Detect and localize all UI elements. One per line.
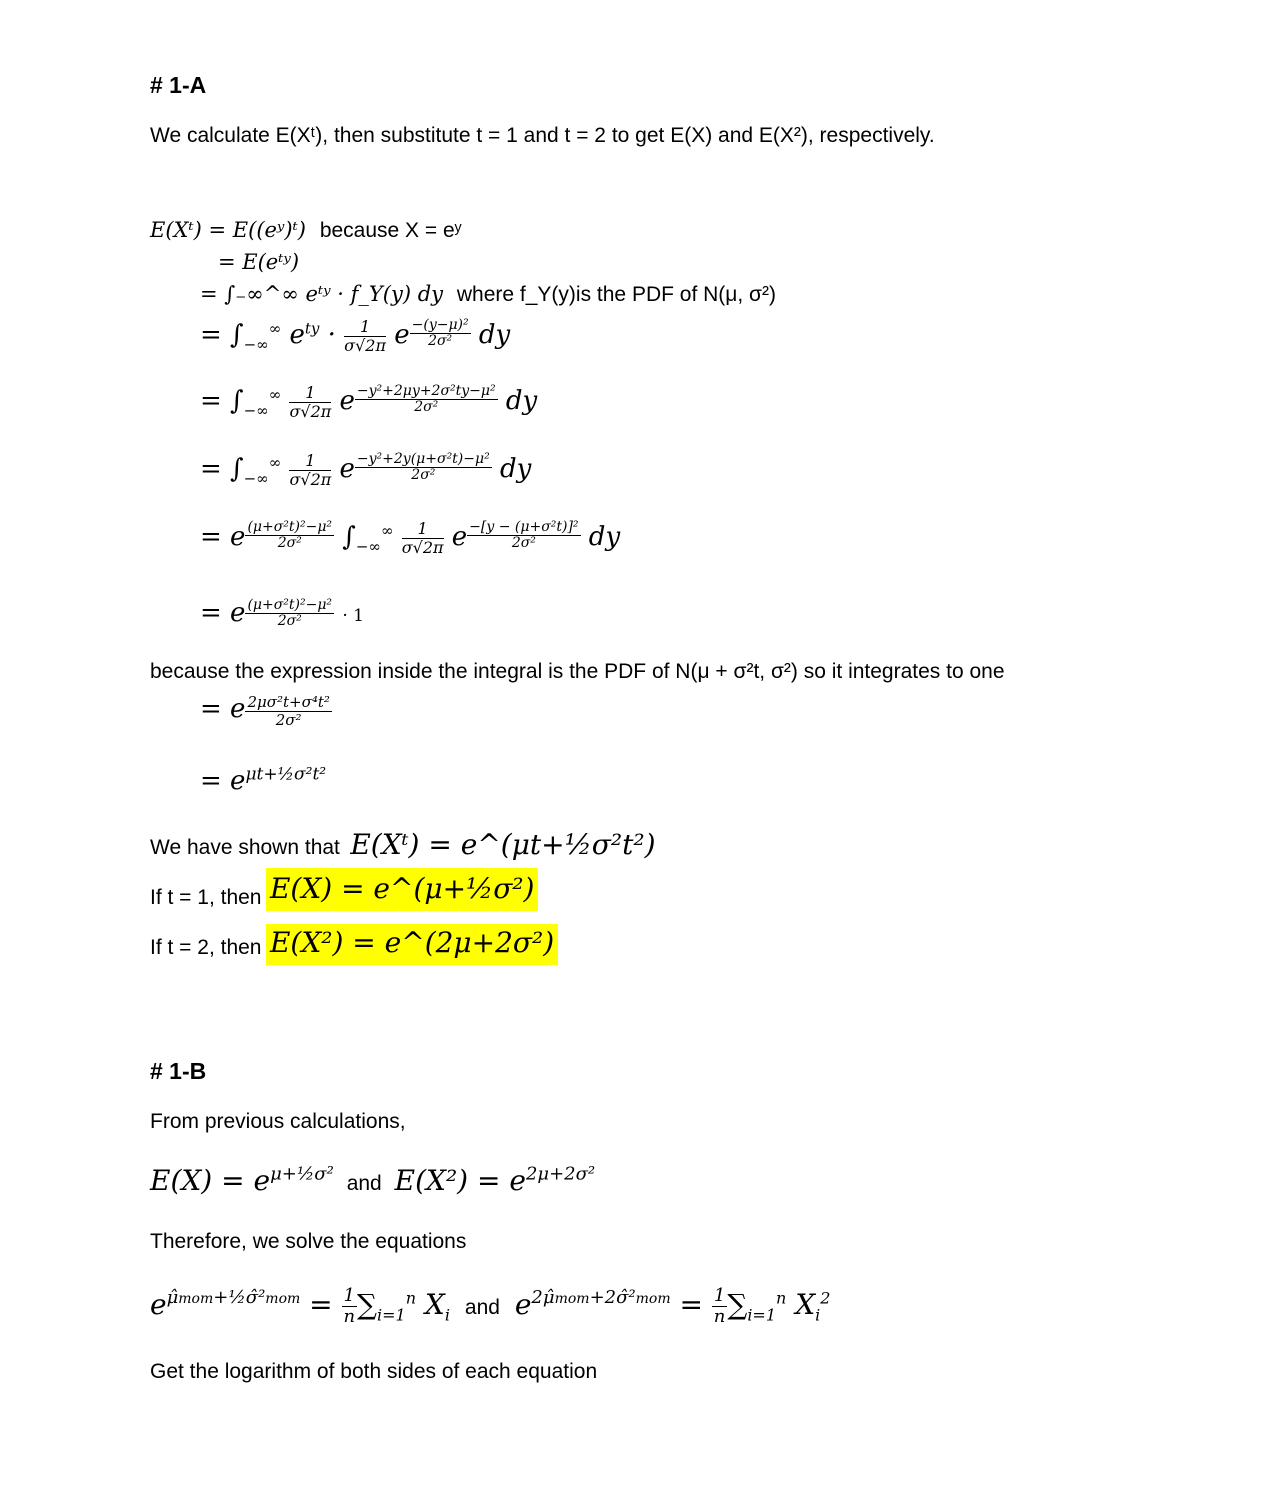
if-t2-line — [150, 924, 558, 965]
line8-tail: · 1 — [342, 606, 364, 626]
if-t1-line — [150, 868, 538, 911]
line1-math: E(Xᵗ) = E((eʸ)ᵗ) — [150, 218, 306, 242]
moments-equations: $E(X) = e^{\mu+\frac{1}{2}\sigma^2}$ and $E(X^2) = e^{2\mu+2\sigma^2}$ — [150, 1163, 596, 1197]
derivation-line-3 — [200, 282, 776, 307]
line4-exp: −(y−μ)² — [411, 317, 469, 333]
line10-exp: μt+½σ²t² — [245, 764, 327, 785]
shown-prefix: We have shown that — [150, 836, 340, 859]
line7-exp: (μ+σ²t)²−μ² — [247, 519, 333, 535]
intro-1a-text: We calculate E(Xᵗ), then substitute t = 1 and t = 2 to get E(X) and E(X²), respectively. — [150, 124, 935, 147]
line3-math: = ∫₋∞^∞ eᵗʸ · f_Y(y) dy — [200, 282, 444, 306]
line7-inner-exp: −[y − (μ+σ²t)]² — [469, 519, 579, 535]
derivation-line-5: = $\int_{-\infty}^\infty$ $\frac{1}{\sigma√2\pi}$ e $^{\frac{\text{−y²+2μy+2σ²ty−μ²}}{\text{2σ²}}}$ dy — [200, 383, 538, 421]
mom-equations: $e^{\mûmom+\frac{1}{2}\sigmâ^2mom}$ = $\frac{1}{n}$ $\sum_{i=1}^n$ $X_i$ and $e^{2\mûmom+2\sigmâ^2mom}$ = $\frac{1}{n}$ $\sum_{i=1}^n$ $X_i^2$ — [150, 1285, 831, 1327]
derivation-line-2: = E(eᵗʸ) — [218, 250, 300, 274]
explanation-text: because the expression inside the integral is the PDF of N(μ + σ²t, σ²) so it integrates to one — [150, 660, 1005, 683]
derivation-line-1 — [150, 218, 461, 243]
derivation-line-6: = $\int_{-\infty}^\infty$ $\frac{1}{\sigma√2\pi}$ e $^{\frac{\text{−y²+2y(μ+σ²t)−μ²}}{\text{2σ²}}}$ dy — [200, 451, 532, 489]
therefore-text: Therefore, we solve the equations — [150, 1230, 467, 1253]
derivation-line-8: = e $^{\frac{\text{(μ+σ²t)²−μ²}}{\text{2σ²}}}$ · 1 — [200, 597, 364, 630]
heading-1a: # 1-A — [150, 72, 207, 98]
if2-math: E(X²) = e^(2μ+2σ²) — [266, 924, 558, 965]
line9-exp: 2μσ²t+σ⁴t² — [247, 693, 330, 711]
derivation-line-10: = $e^{\mu t+\frac{1}{2}\sigma^2t^2}$ — [200, 764, 327, 796]
line3-note: where f_Y(y)is the PDF of N(μ, σ²) — [456, 283, 776, 306]
intro-1a — [150, 124, 935, 148]
derivation-line-9: = e $^{\frac{\text{2μσ²t+σ⁴t²}}{\text{2σ²}}}$ — [200, 693, 330, 729]
line4-den: 2σ² — [428, 333, 453, 350]
intro-1b: From previous calculations, — [150, 1110, 406, 1133]
derivation-line-4: = $\int_{-\infty}^\infty$ $e^{ty}$ · $\frac{1}{\sigma√2\pi}$ e $^{\frac{\text{−(y−μ)²}}{\text{2σ²}}}$ dy — [200, 317, 511, 355]
if1-prefix: If t = 1, then — [150, 886, 262, 909]
line1-note: because X = eʸ — [319, 219, 462, 242]
derivation-line-7: = e $^{\frac{\text{(μ+σ²t)²−μ²}}{\text{2σ²}}}$ $\int_{-\infty}^\infty$ $\frac{1}{\sigma√2\pi}$ e $^{\frac{\text{−[y − (μ+σ²t)]²}}{\text{2σ²}}}$ dy — [200, 519, 621, 557]
heading-1b: # 1-B — [150, 1058, 207, 1084]
shown-line — [150, 828, 656, 861]
if2-prefix: If t = 2, then — [150, 936, 262, 959]
shown-math: E(Xᵗ) = e^(μt+½σ²t²) — [350, 828, 656, 861]
line5-exp: −y²+2μy+2σ²ty−μ² — [356, 383, 496, 399]
mom-and: and — [464, 1295, 500, 1319]
logarithm-text: Get the logarithm of both sides of each equation — [150, 1360, 598, 1383]
if1-math: E(X) = e^(μ+½σ²) — [266, 868, 539, 911]
eq-and: and — [346, 1172, 382, 1195]
line6-exp: −y²+2y(μ+σ²t)−μ² — [356, 451, 490, 467]
